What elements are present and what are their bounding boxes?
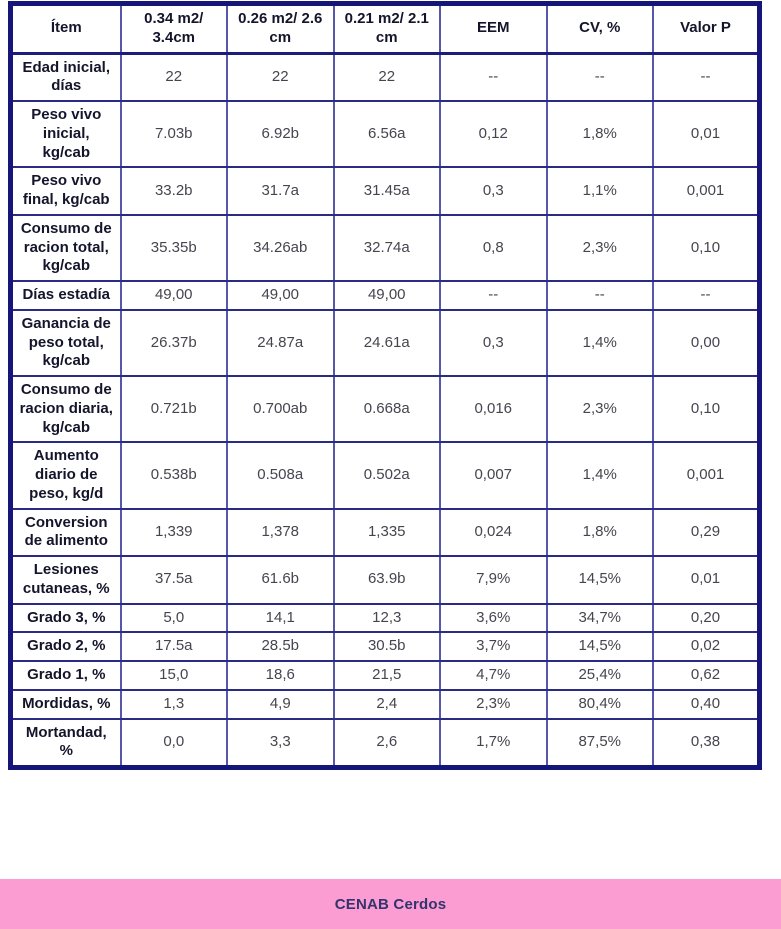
table-header bbox=[11, 4, 760, 54]
value-cell: 14,5% bbox=[547, 556, 654, 604]
value-cell: 0,001 bbox=[653, 442, 760, 508]
value-cell: 1,8% bbox=[547, 101, 654, 167]
value-cell: 31.45a bbox=[334, 167, 441, 215]
value-cell: 2,3% bbox=[440, 690, 547, 719]
row-label: Mortandad, % bbox=[11, 719, 121, 768]
row-label: Aumento diario de peso, kg/d bbox=[11, 442, 121, 508]
value-cell: -- bbox=[440, 281, 547, 310]
row-label: Consumo de racion total, kg/cab bbox=[11, 215, 121, 281]
value-cell: 7.03b bbox=[121, 101, 228, 167]
value-cell: 25,4% bbox=[547, 661, 654, 690]
value-cell: 24.87a bbox=[227, 310, 334, 376]
value-cell: 22 bbox=[334, 53, 441, 101]
table-row bbox=[11, 690, 760, 719]
value-cell: -- bbox=[653, 53, 760, 101]
table-row bbox=[11, 719, 760, 768]
value-cell: 18,6 bbox=[227, 661, 334, 690]
value-cell: 15,0 bbox=[121, 661, 228, 690]
value-cell: 0,3 bbox=[440, 310, 547, 376]
value-cell: 2,4 bbox=[334, 690, 441, 719]
value-cell: 0,40 bbox=[653, 690, 760, 719]
value-cell: 14,1 bbox=[227, 604, 334, 633]
value-cell: 2,3% bbox=[547, 376, 654, 442]
table-row bbox=[11, 442, 760, 508]
value-cell: 49,00 bbox=[227, 281, 334, 310]
value-cell: 30.5b bbox=[334, 632, 441, 661]
value-cell: 0,38 bbox=[653, 719, 760, 768]
value-cell: 4,7% bbox=[440, 661, 547, 690]
value-cell: 1,1% bbox=[547, 167, 654, 215]
value-cell: 6.56a bbox=[334, 101, 441, 167]
value-cell: 22 bbox=[121, 53, 228, 101]
value-cell: 87,5% bbox=[547, 719, 654, 768]
table-row bbox=[11, 215, 760, 281]
value-cell: 0.721b bbox=[121, 376, 228, 442]
row-label: Grado 2, % bbox=[11, 632, 121, 661]
value-cell: 0,024 bbox=[440, 509, 547, 557]
row-label: Grado 3, % bbox=[11, 604, 121, 633]
value-cell: 0,3 bbox=[440, 167, 547, 215]
row-label: Días estadía bbox=[11, 281, 121, 310]
value-cell: 49,00 bbox=[334, 281, 441, 310]
value-cell: 1,4% bbox=[547, 442, 654, 508]
value-cell: 3,6% bbox=[440, 604, 547, 633]
row-label: Edad inicial, días bbox=[11, 53, 121, 101]
value-cell: 22 bbox=[227, 53, 334, 101]
row-label: Conversion de alimento bbox=[11, 509, 121, 557]
header-eem: EEM bbox=[440, 4, 547, 54]
value-cell: 0,12 bbox=[440, 101, 547, 167]
value-cell: -- bbox=[547, 281, 654, 310]
value-cell: 32.74a bbox=[334, 215, 441, 281]
row-label: Grado 1, % bbox=[11, 661, 121, 690]
value-cell: 49,00 bbox=[121, 281, 228, 310]
value-cell: 0,02 bbox=[653, 632, 760, 661]
header-treatment-1: 0.34 m2/ 3.4cm bbox=[121, 4, 228, 54]
value-cell: 63.9b bbox=[334, 556, 441, 604]
value-cell: 3,3 bbox=[227, 719, 334, 768]
value-cell: 0,62 bbox=[653, 661, 760, 690]
value-cell: 35.35b bbox=[121, 215, 228, 281]
row-label: Consumo de racion diaria, kg/cab bbox=[11, 376, 121, 442]
results-table bbox=[8, 1, 762, 770]
table-row bbox=[11, 53, 760, 101]
value-cell: 6.92b bbox=[227, 101, 334, 167]
value-cell: 2,6 bbox=[334, 719, 441, 768]
value-cell: 0,8 bbox=[440, 215, 547, 281]
header-treatment-3: 0.21 m2/ 2.1 cm bbox=[334, 4, 441, 54]
value-cell: 0,10 bbox=[653, 376, 760, 442]
value-cell: 5,0 bbox=[121, 604, 228, 633]
value-cell: 1,3 bbox=[121, 690, 228, 719]
value-cell: 33.2b bbox=[121, 167, 228, 215]
value-cell: 80,4% bbox=[547, 690, 654, 719]
value-cell: 21,5 bbox=[334, 661, 441, 690]
value-cell: 0,016 bbox=[440, 376, 547, 442]
value-cell: 26.37b bbox=[121, 310, 228, 376]
value-cell: 37.5a bbox=[121, 556, 228, 604]
table-body bbox=[11, 53, 760, 768]
value-cell: 3,7% bbox=[440, 632, 547, 661]
value-cell: 0.508a bbox=[227, 442, 334, 508]
header-treatment-2: 0.26 m2/ 2.6 cm bbox=[227, 4, 334, 54]
table-row bbox=[11, 310, 760, 376]
header-row bbox=[11, 4, 760, 54]
value-cell: 0,0 bbox=[121, 719, 228, 768]
value-cell: -- bbox=[653, 281, 760, 310]
value-cell: 1,378 bbox=[227, 509, 334, 557]
table-row bbox=[11, 376, 760, 442]
value-cell: 61.6b bbox=[227, 556, 334, 604]
table-row bbox=[11, 556, 760, 604]
footer-bar bbox=[0, 879, 781, 929]
value-cell: 14,5% bbox=[547, 632, 654, 661]
value-cell: 0.538b bbox=[121, 442, 228, 508]
value-cell: 1,7% bbox=[440, 719, 547, 768]
value-cell: 1,4% bbox=[547, 310, 654, 376]
value-cell: 0,007 bbox=[440, 442, 547, 508]
value-cell: 7,9% bbox=[440, 556, 547, 604]
value-cell: 1,8% bbox=[547, 509, 654, 557]
value-cell: -- bbox=[547, 53, 654, 101]
value-cell: -- bbox=[440, 53, 547, 101]
table-row bbox=[11, 509, 760, 557]
row-label: Mordidas, % bbox=[11, 690, 121, 719]
value-cell: 4,9 bbox=[227, 690, 334, 719]
footer-label: CENAB Cerdos bbox=[334, 895, 447, 913]
table-row bbox=[11, 167, 760, 215]
value-cell: 0,29 bbox=[653, 509, 760, 557]
table-row bbox=[11, 661, 760, 690]
value-cell: 0,10 bbox=[653, 215, 760, 281]
value-cell: 0,20 bbox=[653, 604, 760, 633]
value-cell: 0.700ab bbox=[227, 376, 334, 442]
value-cell: 0,00 bbox=[653, 310, 760, 376]
value-cell: 28.5b bbox=[227, 632, 334, 661]
header-valor-p: Valor P bbox=[653, 4, 760, 54]
header-cv: CV, % bbox=[547, 4, 654, 54]
value-cell: 24.61a bbox=[334, 310, 441, 376]
table-row bbox=[11, 632, 760, 661]
value-cell: 0.502a bbox=[334, 442, 441, 508]
row-label: Ganancia de peso total, kg/cab bbox=[11, 310, 121, 376]
row-label: Lesiones cutaneas, % bbox=[11, 556, 121, 604]
header-item: Ítem bbox=[11, 4, 121, 54]
value-cell: 0,01 bbox=[653, 101, 760, 167]
value-cell: 31.7a bbox=[227, 167, 334, 215]
value-cell: 34.26ab bbox=[227, 215, 334, 281]
value-cell: 12,3 bbox=[334, 604, 441, 633]
row-label: Peso vivo final, kg/cab bbox=[11, 167, 121, 215]
table-row bbox=[11, 604, 760, 633]
value-cell: 1,339 bbox=[121, 509, 228, 557]
value-cell: 0,01 bbox=[653, 556, 760, 604]
row-label: Peso vivo inicial, kg/cab bbox=[11, 101, 121, 167]
value-cell: 0.668a bbox=[334, 376, 441, 442]
table-row bbox=[11, 281, 760, 310]
value-cell: 0,001 bbox=[653, 167, 760, 215]
value-cell: 2,3% bbox=[547, 215, 654, 281]
value-cell: 1,335 bbox=[334, 509, 441, 557]
value-cell: 34,7% bbox=[547, 604, 654, 633]
value-cell: 17.5a bbox=[121, 632, 228, 661]
table-row bbox=[11, 101, 760, 167]
